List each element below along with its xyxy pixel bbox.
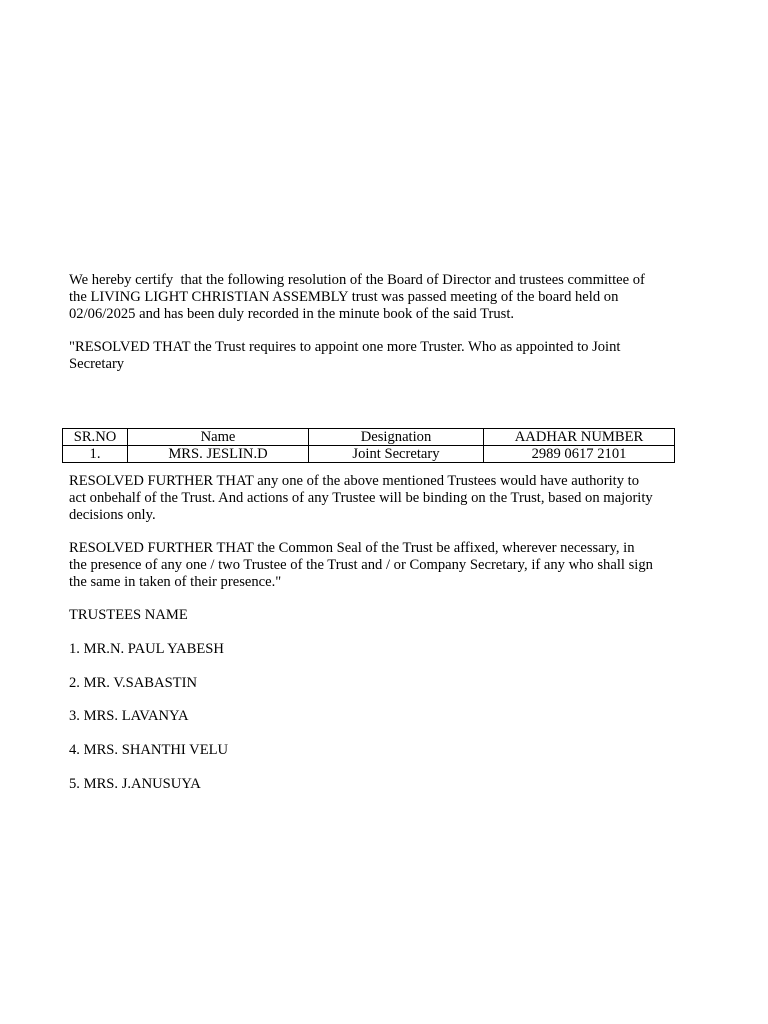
table-cell: MRS. JESLIN.D (128, 446, 309, 463)
trustee-list-item: 5. MRS. J.ANUSUYA (69, 776, 201, 792)
resolution-line: act onbehalf of the Trust. And actions of any Trustee will be binding on the Trust, based on majority (69, 490, 653, 506)
table-cell: Joint Secretary (309, 446, 484, 463)
table-row (63, 446, 675, 463)
resolution-line: the presence of any one / two Trustee of the Trust and / or Company Secretary, if any who shall sign (69, 557, 653, 573)
trustee-list-item: 2. MR. V.SABASTIN (69, 675, 198, 691)
table-header-cell: AADHAR NUMBER (484, 429, 675, 446)
trustee-list-item: 1. MR.N. PAUL YABESH (69, 641, 224, 657)
resolution-line: Secretary (69, 356, 125, 372)
certification-paragraph (69, 272, 699, 323)
table-cell: 2989 0617 2101 (484, 446, 675, 463)
table-header-cell: SR.NO (63, 429, 128, 446)
resolution-line: decisions only. (69, 507, 156, 523)
resolution-paragraph-seal (69, 540, 699, 591)
trustees-heading: TRUSTEES NAME (69, 607, 188, 623)
trustee-list-item: 3. MRS. LAVANYA (69, 708, 189, 724)
appointee-table (62, 428, 675, 463)
resolution-paragraph-appointment (69, 339, 699, 373)
trustee-list-item: 4. MRS. SHANTHI VELU (69, 742, 229, 758)
resolution-line: RESOLVED FURTHER THAT the Common Seal of the Trust be affixed, wherever necessary, in (69, 540, 635, 556)
resolution-paragraph-authority (69, 473, 699, 524)
certification-line: We hereby certify that the following resolution of the Board of Director and trustees committee of (69, 272, 645, 288)
certification-line: the LIVING LIGHT CHRISTIAN ASSEMBLY trust was passed meeting of the board held on (69, 289, 619, 305)
certification-line: 02/06/2025 and has been duly recorded in the minute book of the said Trust. (69, 306, 515, 322)
resolution-line: "RESOLVED THAT the Trust requires to appoint one more Truster. Who as appointed to Joint (69, 339, 621, 355)
table-header-cell: Name (128, 429, 309, 446)
resolution-line: RESOLVED FURTHER THAT any one of the above mentioned Trustees would have authority to (69, 473, 639, 489)
table-header-row (63, 429, 675, 446)
table-cell: 1. (63, 446, 128, 463)
table-header-cell: Designation (309, 429, 484, 446)
resolution-line: the same in taken of their presence." (69, 574, 282, 590)
